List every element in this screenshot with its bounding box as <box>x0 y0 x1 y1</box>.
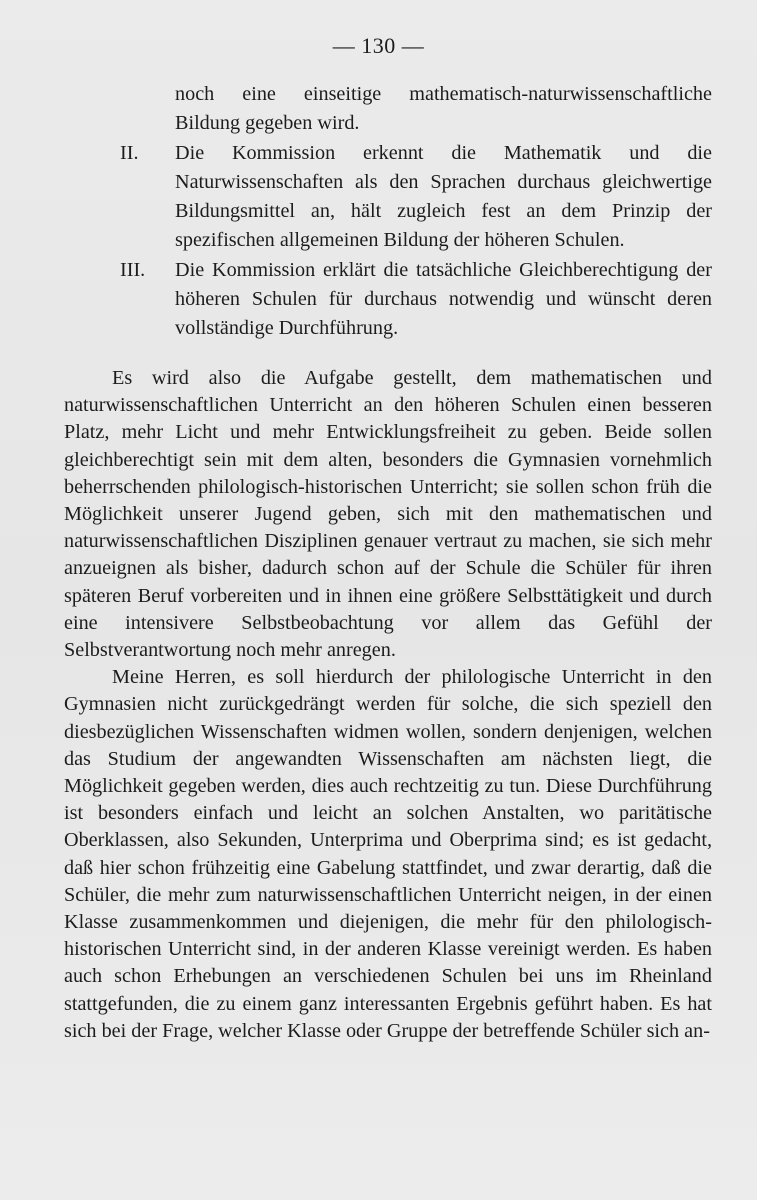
list-item-text: noch eine einseitige mathematisch-naturwissenschaftliche Bildung gegeben wird. <box>175 83 712 135</box>
paragraph: Meine Herren, es soll hierdurch der philologische Unterricht in den Gymnasien nicht zurückgedrängt werden für solche, die sich speziell den diesbezüglichen Wissenschaften widmen wollen, sondern denjenigen, welchen das Studium der angewandten Wissenschaften am nächsten liegt, die Möglichkeit gegeben werden, dies auch rechtzeitig zu tun. Diese Durchführung ist besonders einfach und leicht an solchen Anstalten, wo paritätische Oberklassen, also Sekunden, Unterprima und Oberprima sind; es ist gedacht, daß hier schon frühzeitig eine Gabelung stattfindet, und zwar derartig, daß die Schüler, die mehr zum naturwissenschaftlichen Unterricht neigen, in der einen Klasse zusammenkommen und diejenigen, die mehr für den philologisch-historischen Unterricht sind, in der anderen Klasse vereinigt werden. Es haben auch schon Erhebungen an verschiedenen Schulen bei uns im Rheinland stattgefunden, die zu einem ganz interessanten Ergebnis geführt haben. Es hat sich bei der Frage, welcher Klasse oder Gruppe der betreffende Schüler sich an- <box>64 666 712 1042</box>
paragraph: Es wird also die Aufgabe gestellt, dem mathematischen und naturwissenschaftlichen Unterricht an den höheren Schulen einen besseren Platz, mehr Licht und mehr Entwicklungsfreiheit zu geben. Beide sollen gleichberechtigt sein mit dem alten, besonders die Gymnasien vornehmlich beherrschenden philologisch-historischen Unterricht; sie sollen schon früh die Möglichkeit unserer Jugend geben, sich mit den mathematischen und naturwissenschaftlichen Disziplinen genauer vertraut zu machen, sie sich mehr anzueignen als bisher, dadurch schon auf der Schule die Schüler für ihren späteren Beruf vorbereiten und in ihnen eine größere Selbsttätigkeit und durch eine intensivere Selbstbeobachtung vor allem das Gefühl der Selbstverantwortung noch mehr anregen. <box>64 367 712 662</box>
list-item <box>120 80 712 139</box>
body-text <box>64 365 712 1045</box>
list-item <box>120 256 712 344</box>
list-item-number: II. <box>120 141 139 164</box>
list-item-text: Die Kommission erkennt die Mathematik und die Naturwissenschaften als den Sprachen durchaus gleichwertige Bildungsmittel an, hält zugleich fest an dem Prinzip der spezifischen allgemeinen Bildung der höheren Schulen. <box>175 141 712 252</box>
list-item-text: Die Kommission erklärt die tatsächliche Gleichberechtigung der höheren Schulen für durchaus notwendig und wünscht deren vollständige Durchführung. <box>175 258 712 340</box>
resolution-list <box>120 80 712 344</box>
page-number: — 130 — <box>332 33 425 58</box>
list-item-number: III. <box>120 258 146 281</box>
list-item <box>120 139 712 256</box>
